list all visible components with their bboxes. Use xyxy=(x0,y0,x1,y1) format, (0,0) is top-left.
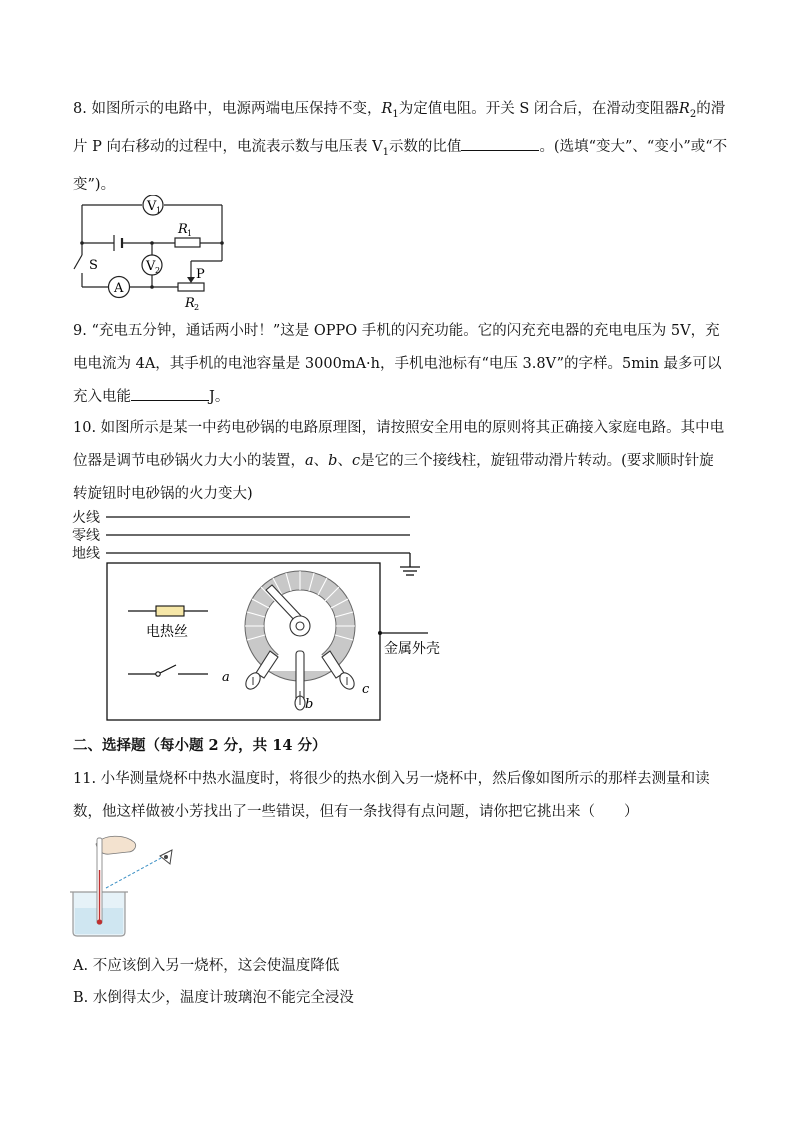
label-a: A xyxy=(114,281,124,296)
question-text: 如图所示是某一中药电砂锅的电路原理图，请按照安全用电的原则将其正确接入家庭电路。其中电位器是调节电砂锅火力大小的装置， xyxy=(73,420,725,469)
switch-icon xyxy=(156,672,160,676)
question-number: 8. xyxy=(73,101,87,117)
question-text: “充电五分钟，通话两小时！”这是 OPPO 手机的闪充功能。它的闪充充电器的充电电压为 5V，充电电流为 4A，其手机的电池容量是 3000mA·h，手机电池标有“电压 3.8V”的字样。5min 最多可以充入电能 xyxy=(73,323,722,405)
potentiometer-icon xyxy=(243,571,357,710)
label-terminal-c: c xyxy=(362,682,370,697)
label-r1: R xyxy=(178,222,188,237)
label-r1-sub: 1 xyxy=(187,229,193,238)
subscript: 1 xyxy=(392,108,399,120)
thermometer-beaker-figure xyxy=(68,830,188,940)
heating-wire-icon xyxy=(156,606,184,616)
question-number: 11. xyxy=(73,771,97,787)
label-terminal-b: b xyxy=(305,697,314,712)
question-text: 。(选填“变大”、“变小”或“不变”)。 xyxy=(73,138,728,193)
option-a[interactable]: A. 不应该倒入另一烧杯，这会使温度降低 xyxy=(73,958,340,974)
label-metal-shell: 金属外壳 xyxy=(384,641,440,657)
question-text: 的滑片 P 向右移动的过程中，电流表示数与电压表 V xyxy=(73,101,726,155)
label-heater: 电热丝 xyxy=(146,624,188,640)
household-circuit-diagram xyxy=(70,505,450,727)
terminal-c: c xyxy=(351,453,361,469)
label-p: P xyxy=(196,267,205,282)
circuit-diagram xyxy=(70,195,240,315)
question-number: 9. xyxy=(73,323,87,339)
question-text: 为定值电阻。开关 S 闭合后，在滑动变阻器 xyxy=(398,101,679,117)
label-ground-wire: 地线 xyxy=(72,546,100,562)
question-10: 10. 如图所示是某一中药电砂锅的电路原理图，请按照安全用电的原则将其正确接入家庭电路。其中电位器是调节电砂锅火力大小的装置，a、b、c是它的三个接线柱，旋钮带动滑片转动。(要求顺时针旋转旋钮时电砂锅的火力变大) xyxy=(73,420,725,502)
symbol-r1: R xyxy=(381,101,393,117)
question-text: 是它的三个接线柱，旋钮带动滑片转动。(要求顺时针旋转旋钮时电砂锅的火力变大) xyxy=(73,453,714,502)
section-heading: 二、选择题（每小题 2 分，共 14 分） xyxy=(73,737,327,754)
question-text: 如图所示的电路中，电源两端电压保持不变， xyxy=(91,101,382,117)
label-v1-sub: 1 xyxy=(156,206,162,215)
question-number: 10. xyxy=(73,420,97,436)
label-live-wire: 火线 xyxy=(72,510,100,526)
terminal-b: b xyxy=(328,453,338,469)
label-r2: R xyxy=(185,296,195,311)
label-v1: V xyxy=(147,199,157,214)
resistor-r1 xyxy=(175,238,200,247)
option-b[interactable]: B. 水倒得太少，温度计玻璃泡不能完全浸没 xyxy=(73,990,354,1006)
label-r2-sub: 2 xyxy=(194,303,200,312)
answer-blank[interactable] xyxy=(131,386,209,401)
rheostat-r2 xyxy=(178,283,204,291)
terminal-a: a xyxy=(305,453,314,469)
label-v2: V xyxy=(146,259,156,274)
subscript: 2 xyxy=(689,108,697,120)
symbol-r2: R xyxy=(678,101,690,117)
question-8 xyxy=(73,93,728,202)
label-s: S xyxy=(89,258,98,273)
question-9 xyxy=(73,315,728,414)
label-terminal-a: a xyxy=(222,670,230,685)
question-text: 小华测量烧杯中热水温度时，将很少的热水倒入另一烧杯中，然后像如图所示的那样去测量和读数，他这样做被小芳找出了一些错误，但有一条找得有点问题，请你把它挑出来（ ） xyxy=(73,771,710,820)
answer-blank[interactable] xyxy=(461,136,539,151)
question-11 xyxy=(73,763,728,829)
label-v2-sub: 2 xyxy=(155,266,161,275)
question-text: J。 xyxy=(209,389,230,405)
label-neutral-wire: 零线 xyxy=(72,528,100,544)
subscript: 1 xyxy=(382,146,389,158)
question-text: 示数的比值 xyxy=(388,138,462,155)
